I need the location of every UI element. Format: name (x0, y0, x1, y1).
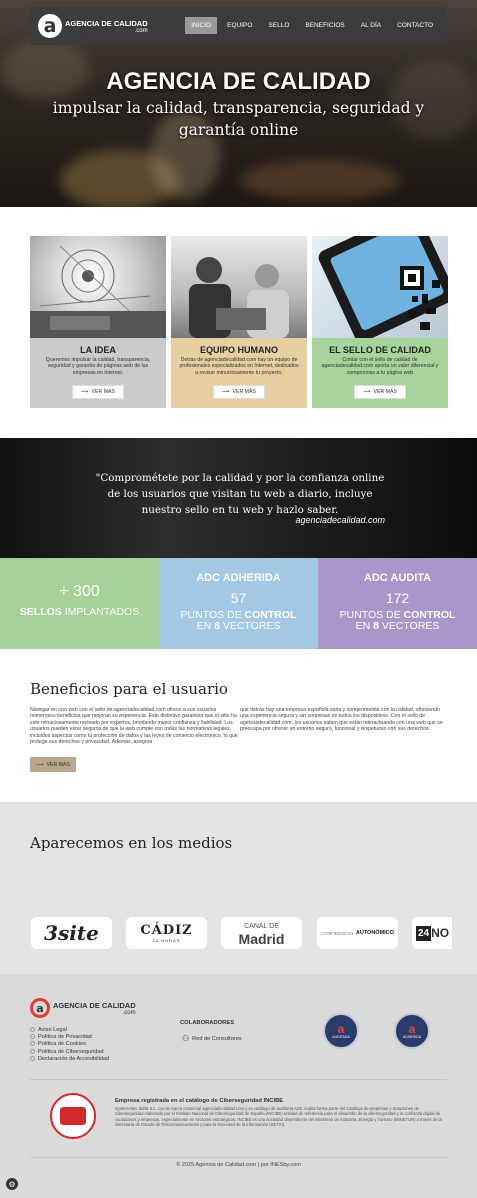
benefits-text-col1: Navegar en una web con el sello de agenciadecalidad.com ofrece a sus usuarios numerosos beneficios que mejoran su experiencia. Este distintivo garantiza que el sitio ha sido minuciosamente revisado por expertos, brindando mayor confianza y fiabilidad. Los usuarios pueden estar seguros de que la web cumple con todas las normativas legales, incluidos aspectos como la protección de datos y las leyes de comercio electrónico, lo que protege sus derechos y privacidad. Además, asegura (30, 707, 238, 746)
card-sello-image (312, 236, 448, 338)
card-sello-button[interactable]: ⟶ VER MÁS (354, 385, 406, 399)
card-sello (312, 236, 448, 408)
footer-logo-title: AGENCIA DE CALIDAD (53, 1000, 136, 1010)
seal-adc-adherida[interactable]: a ADHERIDA (394, 1013, 430, 1049)
stat-audita-number: 172 (385, 590, 410, 606)
copyright: © 2025 Agencia de Calidad.com | por INESby.com (176, 1162, 301, 1168)
footer-logo[interactable] (30, 998, 136, 1018)
footer-legal-links (30, 1027, 109, 1063)
stat-audita-title: ADC AUDITA (363, 572, 432, 584)
benefits-more-button[interactable]: ⟶ VER MÁS (30, 757, 76, 772)
media-logo-canal-madrid[interactable]: CANAL DE Madrid (221, 917, 302, 949)
collaborators-heading: COLABORADORES (180, 1020, 235, 1026)
card-equipo-title: EQUIPO HUMANO (199, 345, 278, 355)
stat-sellos-value: + 300 (59, 583, 100, 600)
media-logo-confidencial[interactable]: CONFIDENCIAL AUTONÓMICO (317, 917, 398, 949)
footer-link-aviso-legal[interactable]: Aviso Legal (30, 1027, 109, 1034)
card-idea-title: LA IDEA (80, 345, 116, 355)
media-logo-cadiz[interactable]: CÁDIZ 24 HORAS (126, 917, 207, 949)
arrow-right-icon: ⟶ (81, 389, 89, 395)
footer-link-ciberseguridad[interactable]: Política de Ciberseguridad (30, 1049, 109, 1056)
hero-title: AGENCIA DE CALIDAD (106, 68, 371, 95)
incibe-seal-icon[interactable] (50, 1093, 96, 1139)
main-nav (181, 17, 439, 34)
card-sello-title: EL SELLO DE CALIDAD (329, 345, 431, 355)
stat-adherida-title: ADC ADHERIDA (196, 572, 281, 584)
collaborators-link[interactable]: ⚇ Red de Consultores (182, 1034, 242, 1043)
nav-beneficios[interactable]: BENEFICIOS (305, 22, 345, 29)
card-idea-text: Queremos impulsar la calidad, transparencia, seguridad y garantía de páginas web de las empresas en Internet. (45, 357, 151, 376)
stat-adc-adherida: ADC ADHERIDA 57 PUNTOS DE CONTROL EN 8 VECTORES (159, 558, 318, 649)
nav-contacto[interactable]: CONTACTO (397, 22, 433, 29)
card-idea (30, 236, 166, 408)
footer-link-privacidad[interactable]: Política de Privacidad (30, 1034, 109, 1041)
seal-adc-audita[interactable]: a AUDITADA (323, 1013, 359, 1049)
hero-subtitle: impulsar la calidad, transparencia, seguridad y garantía online (52, 99, 425, 139)
arrow-right-icon: ⟶ (222, 389, 230, 395)
logo-domain: .com (134, 27, 148, 34)
nav-inicio[interactable]: INICIO (185, 17, 217, 34)
card-equipo-image (171, 236, 307, 338)
media-logo-3site[interactable]: 3site (31, 917, 112, 949)
footer-logo-icon: a (30, 998, 50, 1018)
logo-title: AGENCIA DE CALIDAD (65, 18, 148, 28)
navbar (30, 7, 447, 45)
registered-heading: Empresa registrada en el catálogo de Ciberseguridad INCIBE (115, 1098, 284, 1104)
footer-link-accesibilidad[interactable]: Declaración de Accesibilidad (30, 1056, 109, 1063)
footer-link-cookies[interactable]: Política de Cookies (30, 1041, 109, 1048)
cookie-settings-icon[interactable]: ⚙ (6, 1178, 18, 1190)
stat-adherida-number: 57 (230, 590, 247, 606)
media-logo-24no[interactable]: 24 NO (412, 917, 452, 949)
card-idea-image (30, 236, 166, 338)
benefits-title: Beneficios para el usuario (30, 680, 228, 698)
card-equipo-text: Detrás de agenciadecalidad.com hay un equipo de profesionales especializados en Internet, dedicados a revisar minuciosamente tu proyecto. (179, 357, 299, 376)
footer-logo-domain: .com (122, 1009, 136, 1016)
logo-a-icon: a (38, 14, 62, 38)
arrow-right-icon: ⟶ (36, 761, 44, 768)
card-equipo-button[interactable]: ⟶ VER MÁS (213, 385, 265, 399)
seal-adherida-icon: a (408, 1022, 416, 1036)
registered-text: System Net. Ibéfa S.L. con la marca comercial agenciadecalidad.com y su catálogo de auditoría ADC Audita forma parte del Catálogo de empresas y Soluciones de Ciberseguridad elaborado por el Instituto Nacional de Ciberseguridad de España (INCIBE) entidad de referencia para el desarrollo de la ciberseguridad y la confianza digital de ciudadanos y empresas, especialmente en sectores estratégicos. INCIBE es una sociedad dependiente del Ministerio de Industria, Energía y Turismo (MINETUR) a través de la Secretaría de Estado de Telecomunicaciones y para la Sociedad de la Información (SETSI). (115, 1106, 442, 1128)
site-logo[interactable] (38, 14, 148, 38)
network-icon: ⚇ (182, 1034, 190, 1043)
quote-text: "Comprométete por la calidad y por la confianza online de los usuarios que visitan tu web a diario, incluye nuestro sello en tu web y hazlo saber. (95, 472, 385, 516)
card-sello-text: Contar con el sello de calidad de agenciadecalidad.com aporta un valor diferencial y compromiso a tu página web (321, 357, 439, 376)
benefits-text-col2: que detrás hay una empresa española seria y comprometida con la calidad, ofreciendo una experiencia segura y sin sorpresas en todos los dispositivos. Con el sello de agenciadecalidad.com, los usuarios saben que están interactuando con una web que se preocupa por ofrecer un entorno seguro, funcional y respetuoso con sus derechos. (240, 707, 443, 733)
stat-adc-audita: ADC AUDITA 172 PUNTOS DE CONTROL EN 8 VECTORES (318, 558, 477, 649)
nav-sello[interactable]: SELLO (268, 22, 290, 29)
media-title: Aparecemos en los medios (30, 834, 233, 852)
footer-divider-bottom (30, 1157, 447, 1158)
footer-divider (30, 1079, 447, 1080)
card-idea-button[interactable]: ⟶ VER MÁS (72, 385, 124, 399)
stat-sellos: + 300 SELLOS IMPLANTADOS (0, 558, 159, 649)
seal-audita-icon: a (337, 1022, 345, 1036)
quote-signature: agenciadecalidad.com (295, 515, 385, 525)
nav-al-dia[interactable]: AL DÍA (360, 22, 382, 29)
card-equipo (171, 236, 307, 408)
arrow-right-icon: ⟶ (363, 389, 371, 395)
nav-equipo[interactable]: EQUIPO (227, 22, 253, 29)
